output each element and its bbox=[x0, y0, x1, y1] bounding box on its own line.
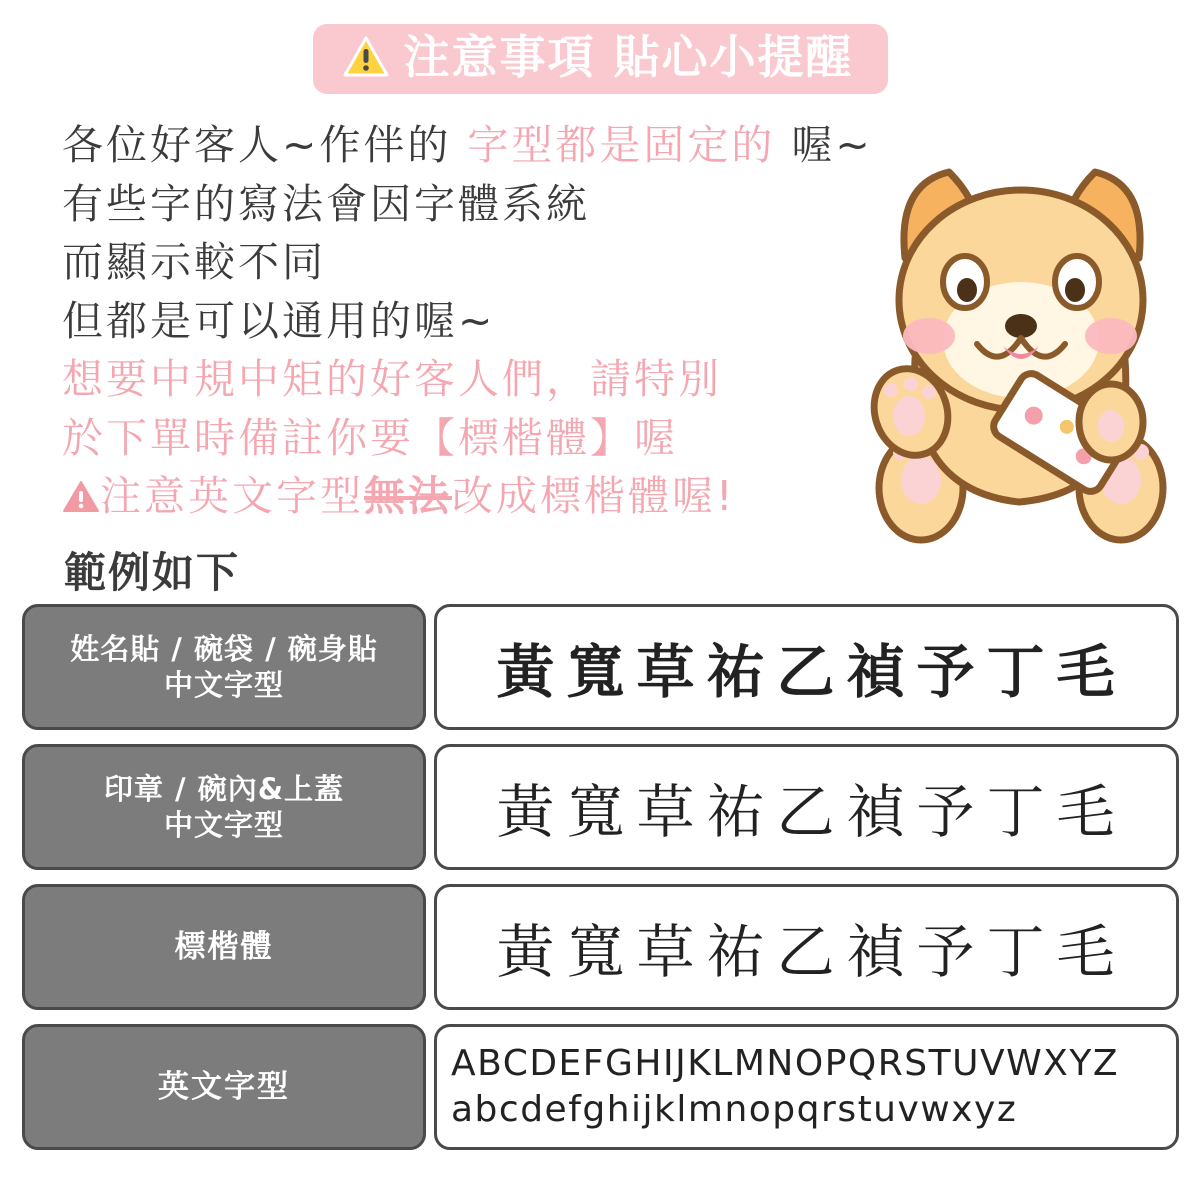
table-row bbox=[22, 884, 1179, 1010]
notice-line-7-part-3: 改成標楷體喔! bbox=[452, 472, 736, 521]
notice-line-6-bracket-term: 【標楷體】 bbox=[414, 413, 634, 462]
sample-text: 黃寬草祐乙禎予丁毛 bbox=[496, 918, 1127, 986]
notice-line-6 bbox=[62, 411, 962, 466]
notice-line-7 bbox=[62, 469, 962, 524]
row-label-line2: 中文字型 bbox=[163, 808, 284, 842]
font-examples-table bbox=[22, 604, 1179, 1164]
sample-text: 黃寬草祐乙禎予丁毛 bbox=[496, 778, 1127, 846]
row-label-name-sticker bbox=[22, 604, 426, 730]
notice-banner-inner bbox=[313, 24, 887, 94]
notice-line-6-part-3: 喔 bbox=[634, 413, 678, 462]
notice-line-1-part-1: 各位好客人~作伴的 bbox=[62, 121, 468, 169]
warning-triangle-icon bbox=[343, 36, 389, 78]
sample-uppercase: ABCDEFGHIJKLMNOPQRSTUVWXYZ bbox=[451, 1042, 1119, 1084]
warning-triangle-icon-inline bbox=[62, 473, 100, 507]
sample-lowercase: abcdefghijklmnopqrstuvwxyz bbox=[451, 1089, 1018, 1130]
banner-title: 注意事項 貼心小提醒 bbox=[403, 30, 854, 84]
row-label-single: 英文字型 bbox=[158, 1068, 290, 1105]
row-label-kai bbox=[22, 884, 426, 1010]
notice-line-1 bbox=[62, 118, 962, 173]
row-sample-latin bbox=[434, 1024, 1179, 1150]
row-sample-name-sticker bbox=[434, 604, 1179, 730]
row-label-line1: 姓名貼 / 碗袋 / 碗身貼 bbox=[70, 631, 378, 666]
examples-heading: 範例如下 bbox=[64, 548, 241, 597]
row-label-line2: 中文字型 bbox=[163, 668, 284, 702]
notice-line-1-part-2: 字型都是固定的 bbox=[467, 121, 776, 169]
table-row bbox=[22, 604, 1179, 730]
notice-line-6-part-1: 於下單時備註你要 bbox=[62, 413, 414, 462]
notice-banner bbox=[0, 24, 1201, 94]
notice-line-1-part-3: 喔~ bbox=[775, 121, 873, 169]
notice-line-4: 但都是可以通用的喔~ bbox=[62, 296, 496, 345]
notice-line-7-part-1: 注意英文字型 bbox=[100, 472, 364, 521]
sample-latin-block bbox=[437, 1041, 1176, 1133]
row-sample-stamp bbox=[434, 744, 1179, 870]
notice-line-3: 而顯示較不同 bbox=[62, 238, 326, 287]
row-label-single: 標楷體 bbox=[174, 928, 274, 965]
sample-text: 黃寬草祐乙禎予丁毛 bbox=[496, 638, 1127, 706]
row-label-latin bbox=[22, 1024, 426, 1150]
notice-line-5: 想要中規中矩的好客人們，請特別 bbox=[62, 355, 722, 404]
row-label-line1: 印章 / 碗內&上蓋 bbox=[103, 771, 345, 806]
table-row bbox=[22, 744, 1179, 870]
shiba-inu-holding-name-sticker bbox=[853, 150, 1183, 550]
notice-line-7-emphasis: 無法 bbox=[364, 472, 452, 521]
notice-line-2: 有些字的寫法會因字體系統 bbox=[62, 179, 590, 228]
notice-paragraph bbox=[62, 118, 962, 528]
row-label-stamp bbox=[22, 744, 426, 870]
row-sample-kai bbox=[434, 884, 1179, 1010]
table-row bbox=[22, 1024, 1179, 1150]
